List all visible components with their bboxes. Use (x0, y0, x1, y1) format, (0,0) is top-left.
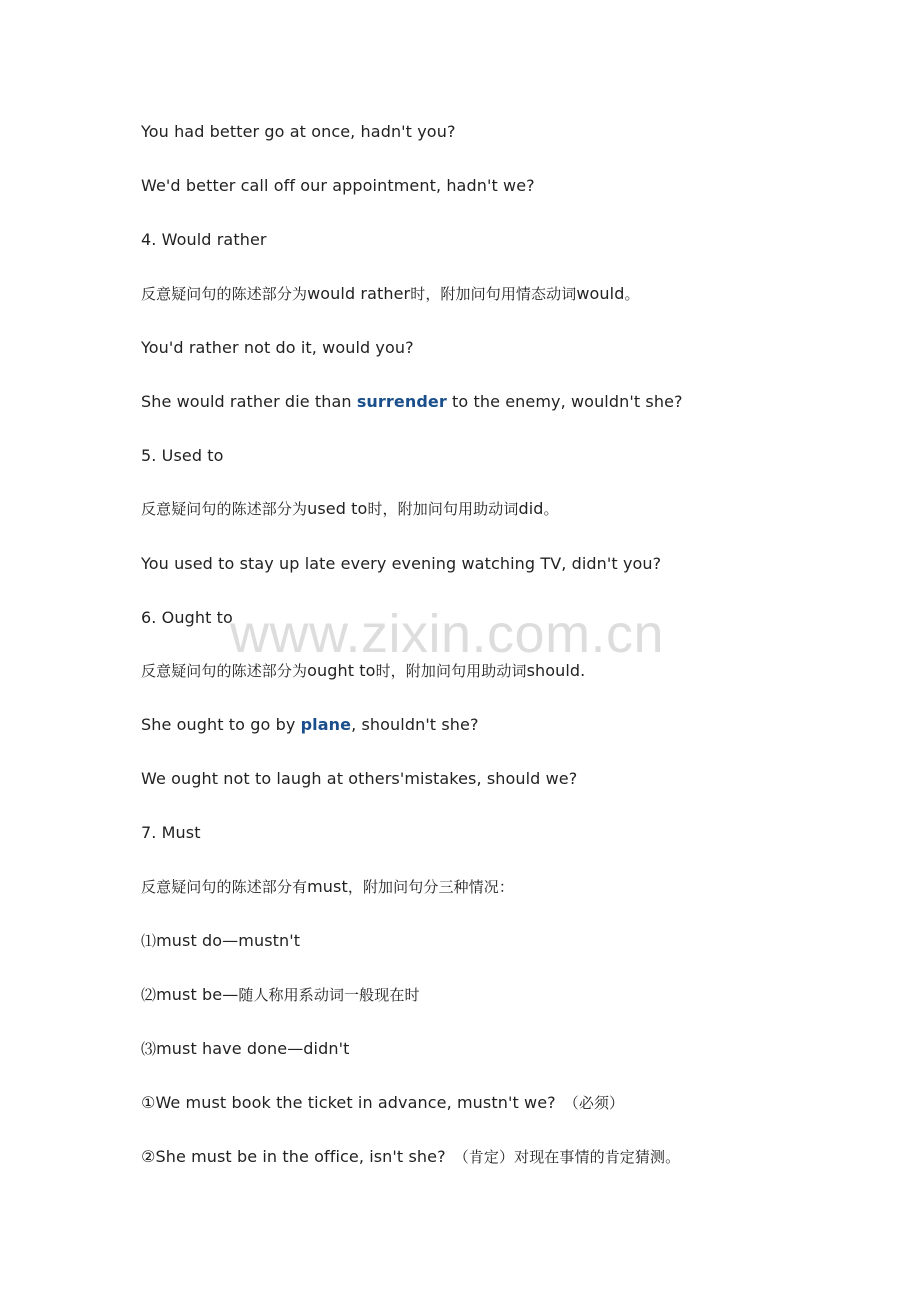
section-heading: 4. Would rather (141, 230, 267, 249)
rule-explanation (141, 284, 640, 304)
example-sentence: You used to stay up late every evening watching TV, didn't you? (141, 554, 662, 573)
example-sentence (141, 1147, 680, 1167)
keyword-link[interactable]: surrender (356, 392, 447, 411)
case-text: must have done—didn't (156, 1039, 350, 1058)
case-text: must do—mustn't (156, 931, 301, 950)
section-heading: 6. Ought to (141, 608, 233, 627)
sentence-note: （肯定）对现在事情的肯定猜测。 (453, 1148, 681, 1166)
case-note: 随人称用系动词一般现在时 (238, 986, 420, 1004)
rule-term: did (518, 499, 544, 518)
rule-text: 反意疑问句的陈述部分为 (141, 285, 308, 303)
example-sentence (141, 1093, 624, 1113)
sentence-part: , shouldn't she? (351, 715, 479, 734)
case-item (141, 1039, 349, 1059)
sentence-note: （必须） (563, 1094, 625, 1112)
rule-text: 反意疑问句的陈述部分为 (141, 500, 308, 518)
sentence-part: ①We must book the ticket in advance, mustn't we? (141, 1093, 556, 1112)
rule-text: 反意疑问句的陈述部分有 (141, 878, 308, 896)
rule-text: ，附加问句分三种情况： (347, 878, 514, 896)
section-heading: 5. Used to (141, 446, 224, 465)
example-sentence: We ought not to laugh at others'mistakes, should we? (141, 769, 578, 788)
example-sentence: You had better go at once, hadn't you? (141, 122, 456, 141)
rule-explanation (141, 877, 514, 897)
case-text: must be— (156, 985, 239, 1004)
rule-term: used to (307, 499, 368, 518)
rule-text: 。 (624, 285, 640, 303)
section-heading: 7. Must (141, 823, 201, 842)
example-sentence (141, 715, 479, 735)
case-item (141, 931, 300, 951)
keyword-link[interactable]: plane (300, 715, 352, 734)
rule-term: would (576, 284, 625, 303)
rule-term: ought to (307, 661, 376, 680)
rule-text: 时，附加问句用情态动词 (410, 285, 577, 303)
rule-text: 时，附加问句用助动词 (367, 500, 519, 518)
rule-explanation (141, 499, 559, 519)
example-sentence: We'd better call off our appointment, hadn't we? (141, 176, 535, 195)
sentence-part: She would rather die than (141, 392, 357, 411)
sentence-part: ②She must be in the office, isn't she? (141, 1147, 446, 1166)
case-number: ⑴ (141, 932, 157, 950)
rule-text: 时，附加问句用助动词 (375, 662, 527, 680)
example-sentence: You'd rather not do it, would you? (141, 338, 414, 357)
case-number: ⑶ (141, 1040, 157, 1058)
sentence-part: to the enemy, wouldn't she? (446, 392, 683, 411)
rule-term: would rather (307, 284, 411, 303)
rule-text: 反意疑问句的陈述部分为 (141, 662, 308, 680)
rule-term: must (307, 877, 348, 896)
example-sentence (141, 392, 683, 412)
watermark-text: www.zixin.com.cn (230, 604, 665, 664)
case-number: ⑵ (141, 986, 157, 1004)
sentence-part: She ought to go by (141, 715, 301, 734)
rule-term: should. (526, 661, 586, 680)
case-item (141, 985, 420, 1005)
rule-text: 。 (543, 500, 559, 518)
